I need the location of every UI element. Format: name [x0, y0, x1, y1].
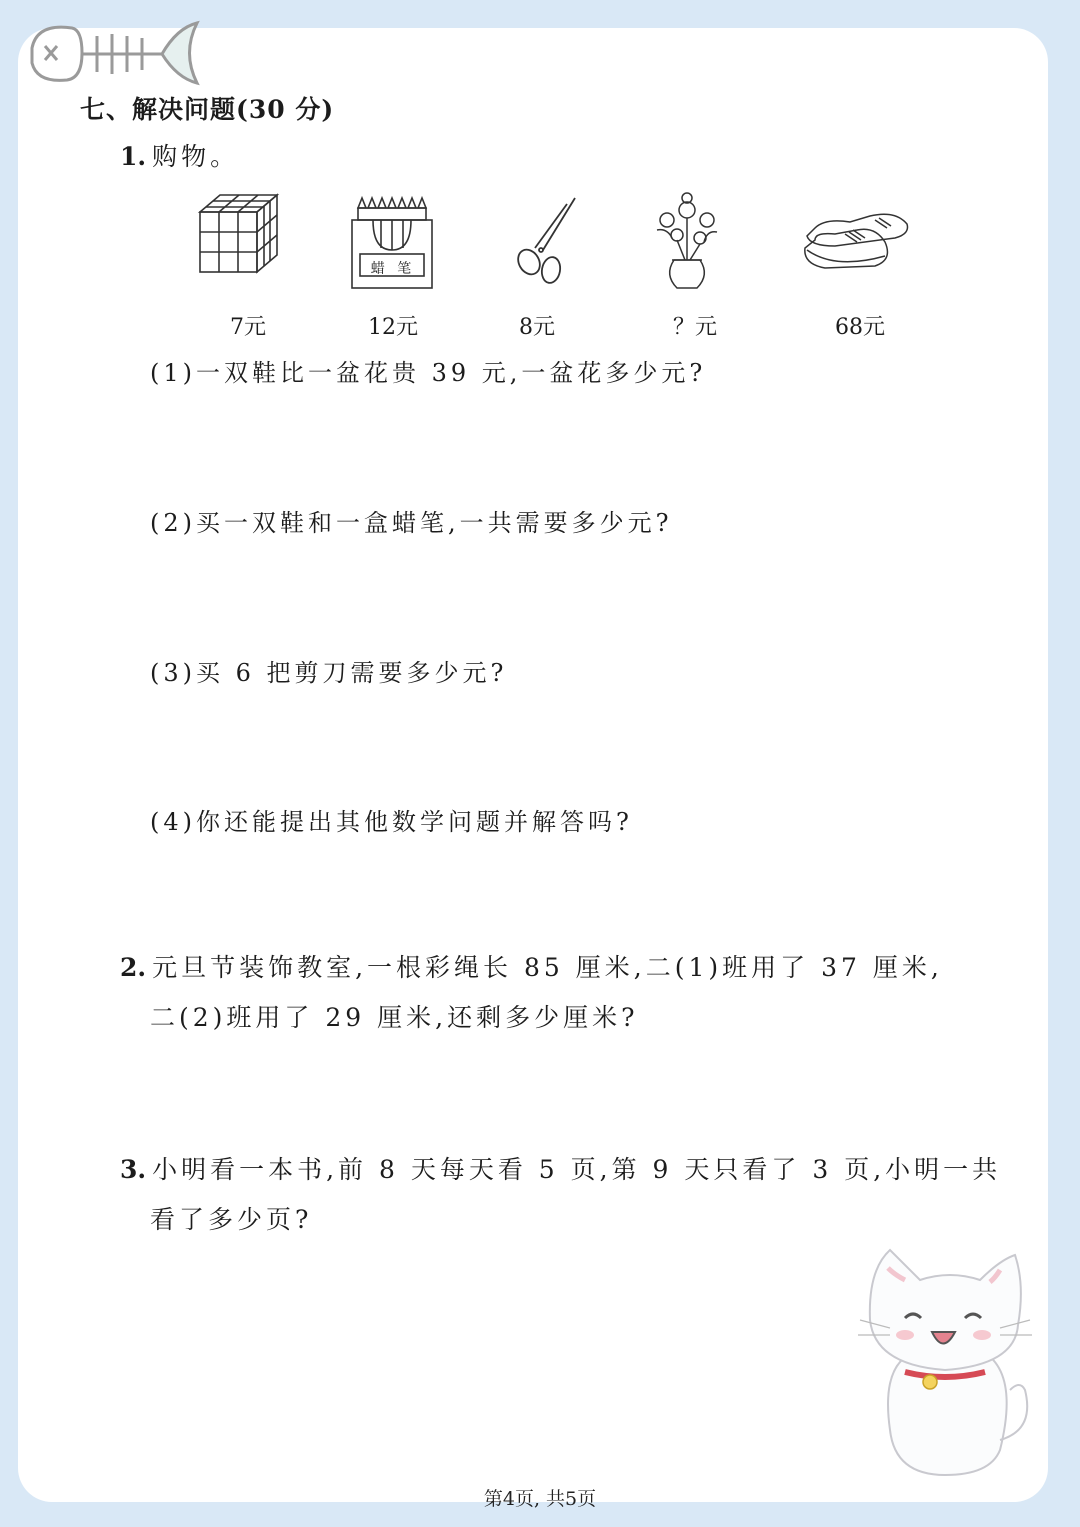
rubiks-cube-icon [195, 190, 285, 285]
question-2 [120, 943, 943, 1043]
question-1-part-3: (3)买 6 把剪刀需要多少元? [150, 659, 508, 687]
item-crayon-box [328, 190, 458, 290]
flower-pot-icon [642, 190, 732, 295]
question-3-number: 3. [120, 1155, 147, 1184]
question-1-part-2: (2)买一双鞋和一盒蜡笔,一共需要多少元? [150, 509, 673, 537]
scissors-icon [505, 190, 585, 290]
price-cube: 7元 [230, 315, 266, 340]
question-3-line-1: 小明看一本书,前 8 天每天看 5 页,第 9 天只看了 3 页,小明一共 [152, 1155, 1002, 1184]
item-scissors [480, 190, 610, 290]
page-footer: 第4页, 共5页 [483, 1488, 597, 1510]
question-2-line-1: 元旦节装饰教室,一根彩绳长 85 厘米,二(1)班用了 37 厘米, [152, 953, 943, 982]
item-rubiks-cube [175, 190, 305, 285]
question-1-part-4: (4)你还能提出其他数学问题并解答吗? [150, 808, 633, 836]
item-flower-pot [622, 190, 752, 295]
question-3-line-2: 看了多少页? [150, 1205, 313, 1234]
cat-illustration-icon [850, 1240, 1040, 1480]
price-shoes: 68元 [835, 315, 885, 340]
item-shoes [790, 190, 920, 290]
price-flower: ？元 [672, 315, 717, 340]
shoes-icon [795, 190, 915, 290]
crayon-box-label: 蜡 笔 [370, 261, 416, 277]
question-2-line-2: 二(2)班用了 29 厘米,还剩多少厘米? [150, 1003, 639, 1032]
section-title: 七、解决问题(30 分) [80, 95, 335, 124]
fishbone-icon [12, 8, 202, 98]
question-3 [120, 1145, 1001, 1245]
question-1-title [120, 132, 239, 182]
question-1-number: 1. [120, 142, 147, 171]
question-1-part-1: (1)一双鞋比一盆花贵 39 元,一盆花多少元? [150, 359, 707, 387]
question-1-text: 购物。 [152, 142, 240, 171]
price-scissors: 8元 [519, 315, 555, 340]
question-2-number: 2. [120, 953, 147, 982]
price-crayons: 12元 [368, 315, 418, 340]
